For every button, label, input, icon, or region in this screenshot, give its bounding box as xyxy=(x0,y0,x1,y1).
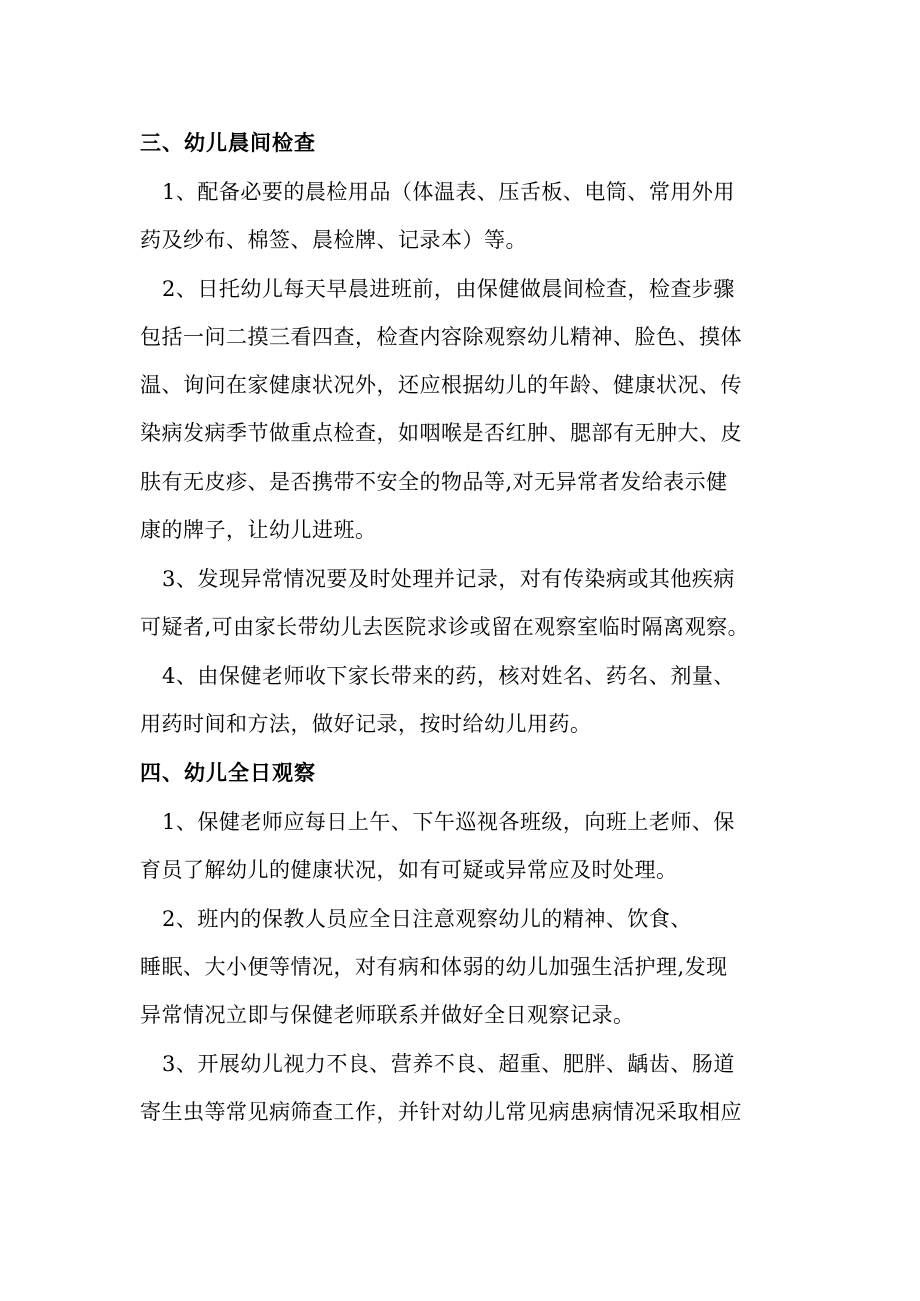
paragraph-line: 染病发病季节做重点检查，如咽喉是否红肿、腮部有无肿大、皮 xyxy=(140,421,742,445)
paragraph-line: 4、由保健老师收下家长带来的药，核对姓名、药名、剂量、 xyxy=(162,664,735,688)
paragraph-line: 肤有无皮疹、是否携带不安全的物品等,对无异常者发给表示健 xyxy=(140,470,728,494)
paragraph-line: 异常情况立即与保健老师联系并做好全日观察记录。 xyxy=(140,1003,635,1027)
paragraph-line: 3、发现异常情况要及时处理并记录，对有传染病或其他疾病 xyxy=(162,567,735,591)
paragraph-line: 可疑者,可由家长带幼儿去医院求诊或留在观察室临时隔离观察。 xyxy=(140,615,750,639)
paragraph-line: 1、保健老师应每日上午、下午巡视各班级，向班上老师、保 xyxy=(162,810,735,834)
paragraph-line: 育员了解幼儿的健康状况，如有可疑或异常应及时处理。 xyxy=(140,858,678,882)
paragraph-line: 药及纱布、棉签、晨检牌、记录本）等。 xyxy=(140,228,527,252)
paragraph-line: 用药时间和方法，做好记录，按时给幼儿用药。 xyxy=(140,712,592,736)
paragraph-line: 康的牌子，让幼儿进班。 xyxy=(140,518,377,542)
paragraph-line: 寄生虫等常见病筛查工作，并针对幼儿常见病患病情况采取相应 xyxy=(140,1100,742,1124)
paragraph-line: 2、日托幼儿每天早晨进班前，由保健做晨间检查，检查步骤 xyxy=(162,277,735,301)
paragraph-line: 3、开展幼儿视力不良、营养不良、超重、肥胖、龋齿、肠道 xyxy=(162,1052,735,1076)
paragraph-line: 睡眠、大小便等情况，对有病和体弱的幼儿加强生活护理,发现 xyxy=(140,955,728,979)
paragraph-line: 温、询问在家健康状况外，还应根据幼儿的年龄、健康状况、传 xyxy=(140,373,742,397)
section-heading-daily-observation: 四、幼儿全日观察 xyxy=(140,761,316,785)
section-heading-morning-check: 三、幼儿晨间检查 xyxy=(140,131,316,155)
paragraph-line: 1、配备必要的晨检用品（体温表、压舌板、电筒、常用外用 xyxy=(162,180,735,204)
paragraph-line: 包括一问二摸三看四查，检查内容除观察幼儿精神、脸色、摸体 xyxy=(140,325,742,349)
paragraph-line: 2、班内的保教人员应全日注意观察幼儿的精神、饮食、 xyxy=(162,907,692,931)
